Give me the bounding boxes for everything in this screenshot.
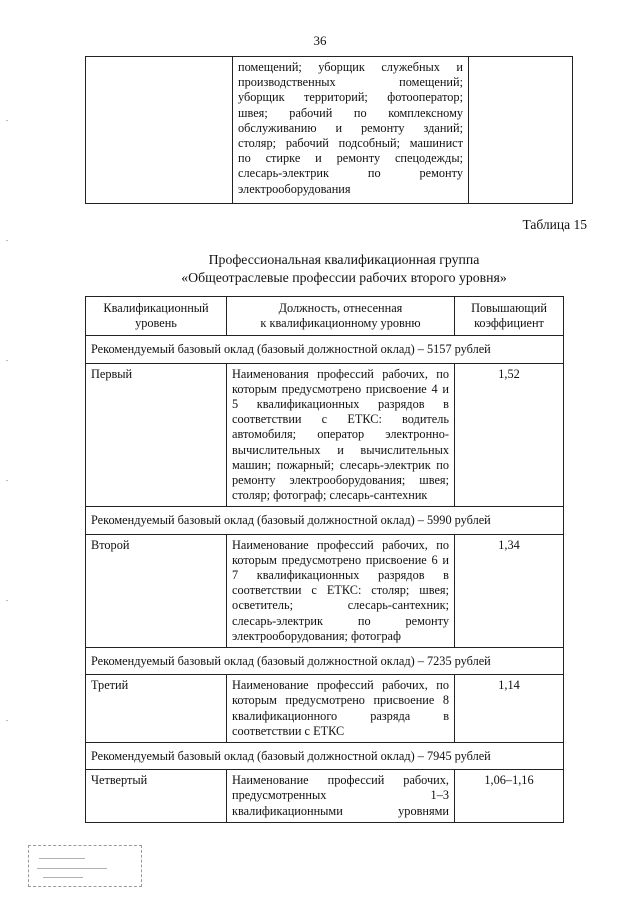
header-line: уровень: [135, 316, 177, 331]
cell-line: помещений; уборщик служебных и: [238, 60, 463, 74]
cell-line: ремонту электрооборудования; швея;: [232, 473, 449, 488]
cell-line: обслуживанию и ремонту зданий;: [238, 120, 463, 135]
scan-edge-mark: [6, 240, 8, 241]
cell-line: столяр; фотограф; слесарь-сантехник: [232, 488, 428, 503]
positions-cell: [227, 363, 455, 507]
cell-line: квалификационного разряда в: [232, 708, 449, 723]
cell-line: осветитель; слесарь-сантехник;: [232, 598, 449, 613]
cell-line: машин; пожарный; слесарь-электрик по: [232, 457, 449, 472]
cell-line: столяр; рабочий подсобный; машинист: [238, 136, 463, 151]
table-row: [86, 534, 564, 647]
cell-line: которым предусмотрено присвоение 4 и: [232, 381, 449, 396]
table-title-line: «Общеотраслевые профессии рабочих второго уровня»: [181, 270, 507, 285]
level-cell: Первый: [86, 363, 227, 507]
positions-cell: [227, 675, 455, 743]
table-row: [86, 770, 564, 823]
positions-cell: [227, 534, 455, 647]
header-line: Должность, отнесенная: [278, 301, 403, 315]
table-cell-level: [86, 57, 233, 204]
scan-edge-mark: [6, 720, 8, 721]
salary-cell: Рекомендуемый базовый оклад (базовый должностной оклад) – 7235 рублей: [86, 648, 564, 675]
cell-line: слесарь-электрик по ремонту: [232, 613, 449, 628]
salary-row: [86, 743, 564, 770]
cell-line: Наименование профессий рабочих,: [232, 773, 449, 788]
table-row: [86, 675, 564, 743]
table-header-row: [86, 297, 564, 336]
cell-line: которым предусмотрено присвоение 6 и: [232, 552, 449, 567]
cell-line: 5 квалификационных разрядов в: [232, 397, 449, 412]
salary-row: [86, 507, 564, 534]
salary-cell: Рекомендуемый базовый оклад (базовый должностной оклад) – 5157 рублей: [86, 336, 564, 363]
salary-cell: Рекомендуемый базовый оклад (базовый должностной оклад) – 7945 рублей: [86, 743, 564, 770]
cell-line: уборщик территорий; фотооператор;: [238, 90, 463, 105]
scan-edge-mark: [6, 120, 8, 121]
faded-stamp: [28, 845, 142, 887]
cell-line: соответствии с ЕТКС: водитель: [232, 412, 449, 427]
salary-row: [86, 648, 564, 675]
coefficient-cell: 1,52: [455, 363, 564, 507]
cell-line: предусмотренных 1–3: [232, 788, 449, 803]
table-number: Таблица 15: [522, 217, 587, 232]
cell-line: швея; рабочий по комплексному: [238, 105, 463, 120]
salary-cell: Рекомендуемый базовый оклад (базовый должностной оклад) – 5990 рублей: [86, 507, 564, 534]
table-row: [86, 57, 573, 204]
stamp-mark: [39, 858, 85, 859]
coefficient-cell: 1,06–1,16: [455, 770, 564, 823]
scan-edge-mark: [6, 600, 8, 601]
level-cell: Третий: [86, 675, 227, 743]
header-cell-position: [227, 297, 455, 336]
qualification-table: [85, 296, 564, 823]
table-title: [0, 251, 640, 287]
table-row: [86, 363, 564, 507]
cell-line: Наименования профессий рабочих, по: [232, 366, 449, 381]
header-line: коэффициент: [474, 316, 544, 331]
coefficient-cell: 1,14: [455, 675, 564, 743]
cell-line: электрооборудования: [238, 181, 351, 196]
header-line: Квалификационный: [103, 301, 209, 315]
stamp-mark: [43, 877, 83, 878]
cell-line: вычислительных и вычислительных: [232, 442, 449, 457]
salary-row: [86, 336, 564, 363]
continued-table: [85, 56, 573, 204]
cell-line: производственных помещений;: [238, 75, 463, 90]
header-cell-level: [86, 297, 227, 336]
level-cell: Второй: [86, 534, 227, 647]
cell-line: Наименование профессий рабочих, по: [232, 678, 449, 693]
cell-line: по стирке и ремонту спецодежды;: [238, 151, 463, 166]
scan-edge-mark: [6, 360, 8, 361]
table-cell-coefficient: [469, 57, 573, 204]
cell-line: электрооборудования; фотограф: [232, 628, 401, 643]
cell-line: соответствии с ЕТКС: столяр; швея;: [232, 583, 449, 598]
cell-line: соответствии с ЕТКС: [232, 723, 345, 738]
stamp-mark: [37, 868, 107, 869]
cell-line: которым предусмотрено присвоение 8: [232, 693, 449, 708]
cell-line: слесарь-электрик по ремонту: [238, 166, 463, 181]
header-line: Повышающий: [471, 301, 547, 315]
header-line: к квалификационному уровню: [260, 316, 421, 331]
cell-line: 7 квалификационных разрядов в: [232, 568, 449, 583]
table-title-line: Профессиональная квалификационная группа: [208, 252, 480, 267]
scan-edge-mark: [6, 480, 8, 481]
level-cell: Четвертый: [86, 770, 227, 823]
header-cell-coefficient: [455, 297, 564, 336]
positions-cell: [227, 770, 455, 823]
table-cell-positions: [233, 57, 469, 204]
coefficient-cell: 1,34: [455, 534, 564, 647]
page-number: 36: [313, 33, 327, 48]
cell-line: автомобиля; оператор электронно-: [232, 427, 449, 442]
cell-line: Наименование профессий рабочих, по: [232, 537, 449, 552]
cell-line: квалификационными уровнями: [232, 803, 449, 818]
